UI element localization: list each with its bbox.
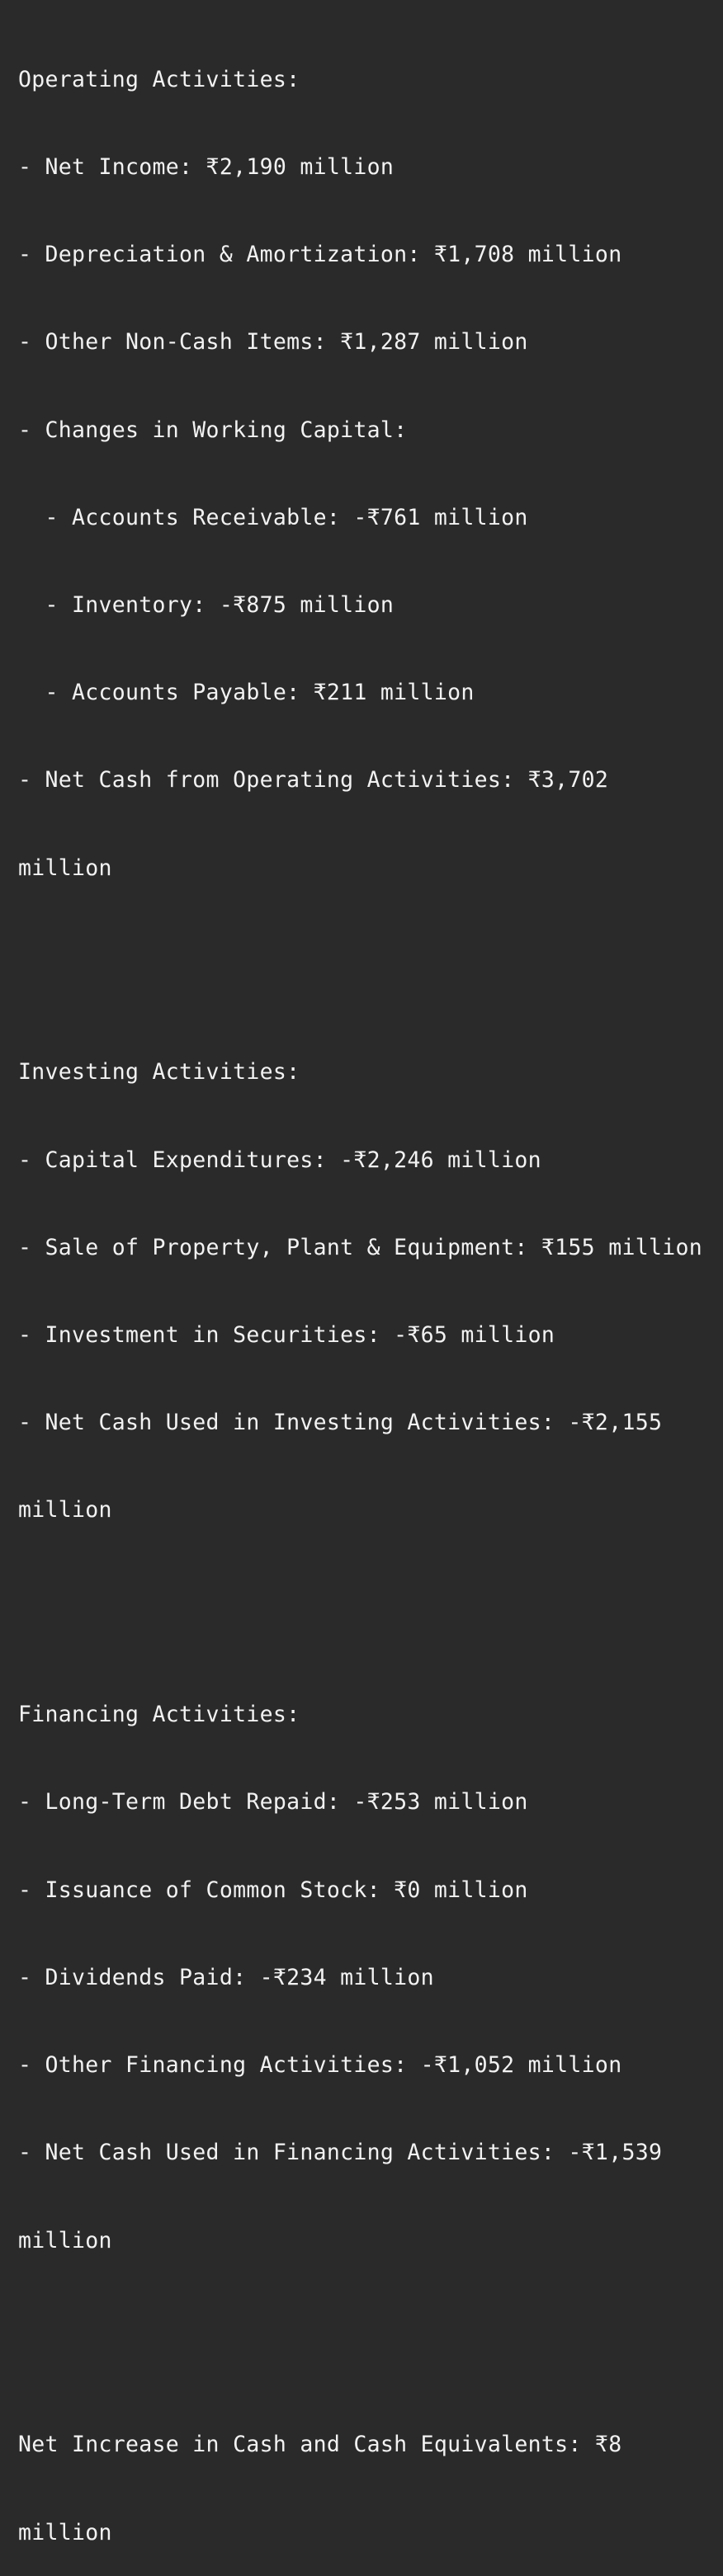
accounts-receivable-item: - Accounts Receivable: -₹761 million xyxy=(18,504,528,530)
investing-net-cash-line2: million xyxy=(18,1497,112,1523)
financing-net-cash-line2: million xyxy=(18,2227,112,2253)
net-income-item: - Net Income: ₹2,190 million xyxy=(18,154,395,181)
sale-ppe-item: - Sale of Property, Plant & Equipment: ₹155 million xyxy=(18,1234,702,1260)
depreciation-item: - Depreciation & Amortization: ₹1,708 million xyxy=(18,242,622,268)
operating-net-cash-line2: million xyxy=(18,855,112,881)
net-increase-line1: Net Increase in Cash and Cash Equivalents: ₹8 xyxy=(18,2432,622,2458)
spacer xyxy=(18,1584,705,1613)
working-capital-item: - Changes in Working Capital: xyxy=(18,417,408,443)
spacer xyxy=(18,2314,705,2343)
financing-net-cash-line1: - Net Cash Used in Financing Activities: -₹1,539 xyxy=(18,2140,663,2166)
other-non-cash-item: - Other Non-Cash Items: ₹1,287 million xyxy=(18,329,528,356)
investing-net-cash-line1: - Net Cash Used in Investing Activities: -₹2,155 xyxy=(18,1410,663,1436)
investing-heading: Investing Activities: xyxy=(18,1059,300,1085)
operating-net-cash-line1: - Net Cash from Operating Activities: ₹3,702 xyxy=(18,767,609,794)
debt-repaid-item: - Long-Term Debt Repaid: -₹253 million xyxy=(18,1789,528,1815)
inventory-item: - Inventory: -₹875 million xyxy=(18,592,395,619)
stock-issuance-item: - Issuance of Common Stock: ₹0 million xyxy=(18,1877,528,1903)
financing-heading: Financing Activities: xyxy=(18,1702,300,1728)
operating-heading: Operating Activities: xyxy=(18,66,300,92)
spacer xyxy=(18,941,705,970)
net-increase-line2: million xyxy=(18,2519,112,2545)
dividends-item: - Dividends Paid: -₹234 million xyxy=(18,1964,434,1990)
accounts-payable-item: - Accounts Payable: ₹211 million xyxy=(18,680,475,706)
capex-item: - Capital Expenditures: -₹2,246 million xyxy=(18,1147,541,1173)
other-financing-item: - Other Financing Activities: -₹1,052 million xyxy=(18,2052,622,2079)
securities-item: - Investment in Securities: -₹65 million xyxy=(18,1322,555,1349)
